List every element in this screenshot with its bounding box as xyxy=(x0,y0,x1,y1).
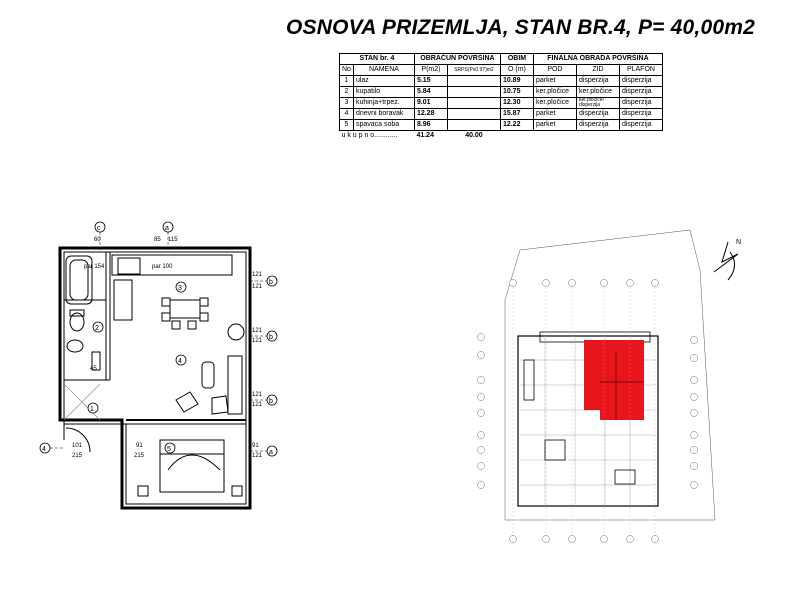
par-label: par 100 xyxy=(152,264,173,270)
par-label: par 154 xyxy=(84,264,105,270)
dim-label: 215 xyxy=(72,453,83,459)
table-row: 1 ulaz 5.15 10.89 parket disperzija disperzija xyxy=(340,76,663,87)
dim-label: 121 xyxy=(252,402,263,408)
dim-label: 121 xyxy=(252,272,263,278)
dim-label: 121 xyxy=(252,328,263,334)
calc-header: OBRAČUN POVRŠINA xyxy=(414,54,500,65)
obim-header: OBIM xyxy=(500,54,533,65)
dim-label: 121 xyxy=(252,338,263,344)
table-row: 5 spavaca soba 8.96 12.22 parket disperzija disperzija xyxy=(340,120,663,131)
north-label: N xyxy=(736,239,742,246)
axis-label-b: b xyxy=(269,398,273,405)
dim-label: 60 xyxy=(94,237,101,243)
dim-label: 101 xyxy=(72,443,83,449)
room-number-5: 5 xyxy=(167,446,171,453)
table-row: 2 kupatilo 5.84 10.75 ker.pločice ker.pločice disperzija xyxy=(340,87,663,98)
dim-label: 115 xyxy=(168,237,178,243)
dim-label: 91 xyxy=(252,443,259,449)
dim-label: 121 xyxy=(252,284,263,290)
col-o: O (m) xyxy=(500,65,533,76)
dim-label: 91 xyxy=(136,443,143,449)
total-srps: 40.00 xyxy=(465,132,483,139)
finish-header: FINALNA OBRADA POVRŠINA xyxy=(533,54,662,65)
north-arrow-icon xyxy=(714,242,738,280)
total-p: 41.24 xyxy=(416,132,434,139)
table-row: 3 kuhinja+trpez. 9.01 12.30 ker.pločice ker.pločice/ disperzija disperzija xyxy=(340,98,663,109)
room-number-3: 3 xyxy=(178,285,182,292)
col-srps: SRPS(Px0.97)m2 xyxy=(447,65,500,76)
col-p: P(m2) xyxy=(414,65,447,76)
col-plafon: PLAFON xyxy=(619,65,662,76)
room-number-4: 4 xyxy=(178,358,182,365)
col-zid: ZID xyxy=(576,65,619,76)
col-name: NAMENA xyxy=(353,65,414,76)
dim-label: 121 xyxy=(252,392,263,398)
page-title: OSNOVA PRIZEMLJA, STAN BR.4, P= 40,00m2 xyxy=(286,16,755,39)
axis-label-c: c xyxy=(97,225,101,232)
axis-label-a: a xyxy=(269,449,273,456)
col-pod: POD xyxy=(533,65,576,76)
dim-label: 121 xyxy=(252,453,263,459)
room-number-1: 1 xyxy=(90,406,94,413)
apartment-highlight xyxy=(584,340,644,420)
total-label: u k u p n o............ xyxy=(341,132,398,139)
axis-label-4: 4 xyxy=(42,446,46,453)
col-no: No xyxy=(340,65,354,76)
axis-label-a: a xyxy=(165,225,169,232)
axis-label-b: b xyxy=(269,279,273,286)
axis-label-b: b xyxy=(269,334,273,341)
table-row: 4 dnevni boravak 12.28 15.87 parket disperzija disperzija xyxy=(340,109,663,120)
room-number-2: 2 xyxy=(95,325,99,332)
apartment-label: STAN br. 4 xyxy=(340,54,415,65)
dim-label: 85 xyxy=(154,237,161,243)
dim-label: 45 xyxy=(90,366,97,372)
dim-label: 215 xyxy=(134,453,145,459)
